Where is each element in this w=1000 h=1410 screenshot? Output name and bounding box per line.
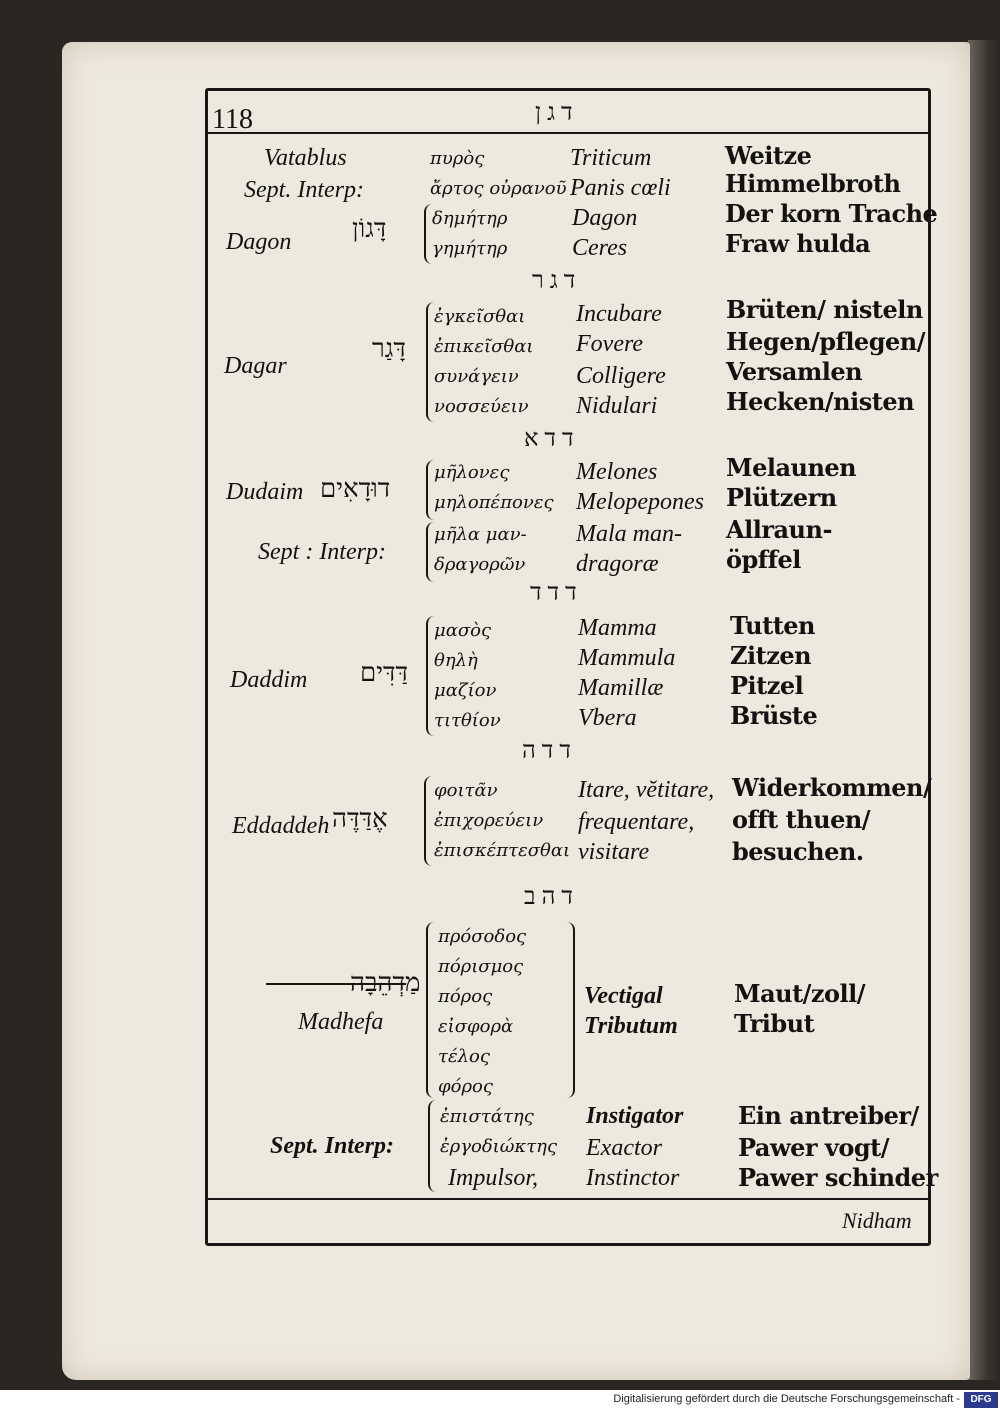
- german-sept-2-3: Pawer schinder: [738, 1163, 938, 1192]
- greek-dudaim-3: μῆλα μαν-: [434, 524, 527, 545]
- latin-sept-1: Panis cœli: [570, 175, 671, 201]
- german-daddim-2: Zitzen: [730, 641, 812, 670]
- running-head: דגן: [535, 98, 579, 126]
- german-daddim-1: Tutten: [730, 611, 815, 640]
- german-daddim-4: Brüste: [730, 701, 818, 730]
- german-dudaim-4: öpffel: [726, 545, 801, 574]
- german-dagon-2: Fraw hulda: [725, 229, 871, 258]
- heading-dhb: דהב: [524, 882, 579, 910]
- german-daddim-3: Pitzel: [730, 671, 804, 700]
- german-dudaim-1: Melaunen: [726, 453, 857, 482]
- greek-dudaim-2: μηλοπέπονες: [434, 492, 554, 513]
- german-dagar-1: Brüten/ nisteln: [726, 295, 923, 324]
- latin-daddim-4: Vbera: [578, 705, 637, 731]
- german-eddaddeh-1: Widerkommen/: [732, 773, 932, 802]
- greek-dagar-1: ἐγκεῖσθαι: [434, 306, 526, 327]
- german-dagon-1: Der korn Trache: [725, 199, 938, 228]
- german-sept-2-1: Ein antreiber/: [738, 1101, 919, 1130]
- greek-eddaddeh-3: ἐπισκέπτεσθαι: [434, 840, 571, 861]
- latin-vatablus: Triticum: [570, 145, 652, 171]
- brace-daddim: [426, 616, 434, 736]
- greek-dagar-4: νοσσεύειν: [434, 396, 529, 417]
- german-eddaddeh-3: besuchen.: [732, 837, 864, 866]
- catchword: Nidham: [842, 1208, 912, 1233]
- greek-eddaddeh-2: ἐπιχορεύειν: [434, 810, 544, 831]
- greek-daddim-3: μαζίον: [434, 680, 497, 701]
- label-dagon: Dagon: [226, 229, 292, 255]
- label-sept-2: Sept. Interp:: [270, 1133, 395, 1159]
- label-eddaddeh: Eddaddeh: [232, 813, 330, 839]
- german-sept-1: Himmelbroth: [725, 169, 901, 198]
- latin-dudaim-1: Melones: [576, 459, 658, 485]
- brace-dudaim: [426, 460, 434, 520]
- latin-madhefa-2: Tributum: [584, 1013, 678, 1039]
- latin-dudaim-4: dragoræ: [576, 551, 659, 577]
- brace-sept-dudaim: [426, 522, 434, 582]
- german-dudaim-2: Plützern: [726, 483, 837, 512]
- label-daddim: Daddim: [230, 667, 308, 693]
- german-eddaddeh-2: offt thuen/: [732, 805, 871, 834]
- greek-sept-2-3: Impulsor,: [448, 1165, 539, 1191]
- greek-sept-1: ἄρτος οὐρανοῦ: [430, 178, 567, 199]
- heading-dgr: דגר: [532, 266, 582, 294]
- german-dagar-4: Hecken/nisten: [726, 387, 915, 416]
- latin-dudaim-3: Mala man-: [576, 521, 682, 547]
- latin-eddaddeh-2: frequentare,: [578, 809, 695, 835]
- latin-daddim-3: Mamillæ: [578, 675, 664, 701]
- greek-madhefa-4: εἰσφορὰ: [438, 1016, 514, 1037]
- label-sept-1: Sept. Interp:: [244, 177, 364, 203]
- brace-madhefa-right: [566, 922, 575, 1098]
- latin-madhefa-1: Vectigal: [584, 983, 663, 1009]
- greek-daddim-2: θηλὴ: [434, 650, 478, 671]
- greek-madhefa-3: πόρος: [438, 986, 493, 1007]
- label-madhefa: Madhefa: [298, 1009, 384, 1035]
- greek-dagon-2: γημήτηρ: [432, 238, 508, 259]
- latin-sept-2-2: Exactor: [586, 1135, 662, 1161]
- greek-madhefa-5: τέλος: [438, 1046, 490, 1067]
- german-madhefa-1: Maut/zoll/: [734, 979, 866, 1008]
- footer-credit: Digitalisierung gefördert durch die Deutsche Forschungsgemeinschaft -: [613, 1393, 960, 1405]
- greek-madhefa-6: φόρος: [438, 1076, 493, 1097]
- page-number: 118: [212, 104, 253, 135]
- german-vatablus: Weitze: [725, 141, 812, 170]
- greek-daddim-4: τιτθίον: [434, 710, 501, 731]
- greek-dudaim-4: δραγορῶν: [434, 554, 526, 575]
- german-dagar-2: Hegen/pflegen/: [726, 327, 925, 356]
- german-sept-2-2: Pawer vogt/: [738, 1133, 889, 1162]
- latin-daddim-2: Mammula: [578, 645, 676, 671]
- latin-sept-2-3: Instinctor: [586, 1165, 680, 1191]
- brace-dagar: [426, 302, 434, 422]
- book-edge: [968, 40, 1000, 1380]
- greek-madhefa-1: πρόσοδος: [438, 926, 527, 947]
- dfg-logo[interactable]: DFG: [964, 1392, 998, 1408]
- label-vatablus: Vatablus: [264, 145, 347, 171]
- latin-daddim-1: Mamma: [578, 615, 657, 641]
- greek-sept-2-1: ἐπιστάτης: [440, 1106, 534, 1127]
- latin-dudaim-2: Melopepones: [576, 489, 704, 515]
- greek-madhefa-2: πόρισμος: [438, 956, 524, 977]
- hebrew-madhefa: מַדְהֵבָה: [350, 968, 421, 998]
- german-madhefa-2: Tribut: [734, 1009, 815, 1038]
- hebrew-dudaim: דוּדָאִים: [320, 474, 391, 504]
- latin-eddaddeh-3: visitare: [578, 839, 650, 865]
- greek-dagar-3: συνάγειν: [434, 366, 519, 387]
- german-dagar-3: Versamlen: [726, 357, 863, 386]
- latin-dagar-3: Colligere: [576, 363, 666, 389]
- latin-dagar-4: Nidulari: [576, 393, 658, 419]
- hebrew-dagar: דָּגַר: [372, 334, 406, 364]
- heading-dda: דדא: [524, 424, 580, 452]
- hebrew-daddim: דַּדִּים: [360, 658, 409, 688]
- greek-vatablus: πυρὸς: [430, 148, 485, 169]
- latin-dagar-1: Incubare: [576, 301, 662, 327]
- latin-dagon-1: Dagon: [572, 205, 638, 231]
- brace-madhefa-left: [426, 922, 435, 1098]
- greek-daddim-1: μασὸς: [434, 620, 492, 641]
- label-dudaim: Dudaim: [226, 479, 304, 505]
- latin-dagar-2: Fovere: [576, 331, 644, 357]
- greek-sept-2-2: ἐργοδιώκτης: [440, 1136, 558, 1157]
- latin-dagon-2: Ceres: [572, 235, 628, 261]
- heading-ddh: דדה: [522, 736, 577, 764]
- heading-ddd: דדד: [530, 578, 583, 606]
- footer-rule: [205, 1198, 928, 1200]
- german-dudaim-3: Allraun-: [726, 515, 832, 544]
- header-rule: [205, 132, 928, 134]
- latin-sept-2-1: Instigator: [586, 1103, 684, 1129]
- label-sept-dudaim: Sept : Interp:: [258, 539, 386, 565]
- brace-dagon: [424, 204, 432, 264]
- latin-eddaddeh-1: Itare, vĕtitare,: [578, 777, 715, 803]
- digitization-footer: [0, 1390, 1000, 1410]
- greek-dagar-2: ἐπικεῖσθαι: [434, 336, 534, 357]
- brace-eddaddeh: [424, 776, 433, 866]
- greek-dagon-1: δημήτηρ: [432, 208, 508, 229]
- brace-sept-2: [428, 1100, 437, 1192]
- greek-eddaddeh-1: φοιτᾶν: [434, 780, 498, 801]
- hebrew-eddaddeh: אֶדַּדֶּה: [332, 804, 388, 834]
- greek-dudaim-1: μῆλονες: [434, 462, 510, 483]
- label-dagar: Dagar: [224, 353, 287, 379]
- hebrew-dagon: דָּגוֹן: [352, 214, 387, 244]
